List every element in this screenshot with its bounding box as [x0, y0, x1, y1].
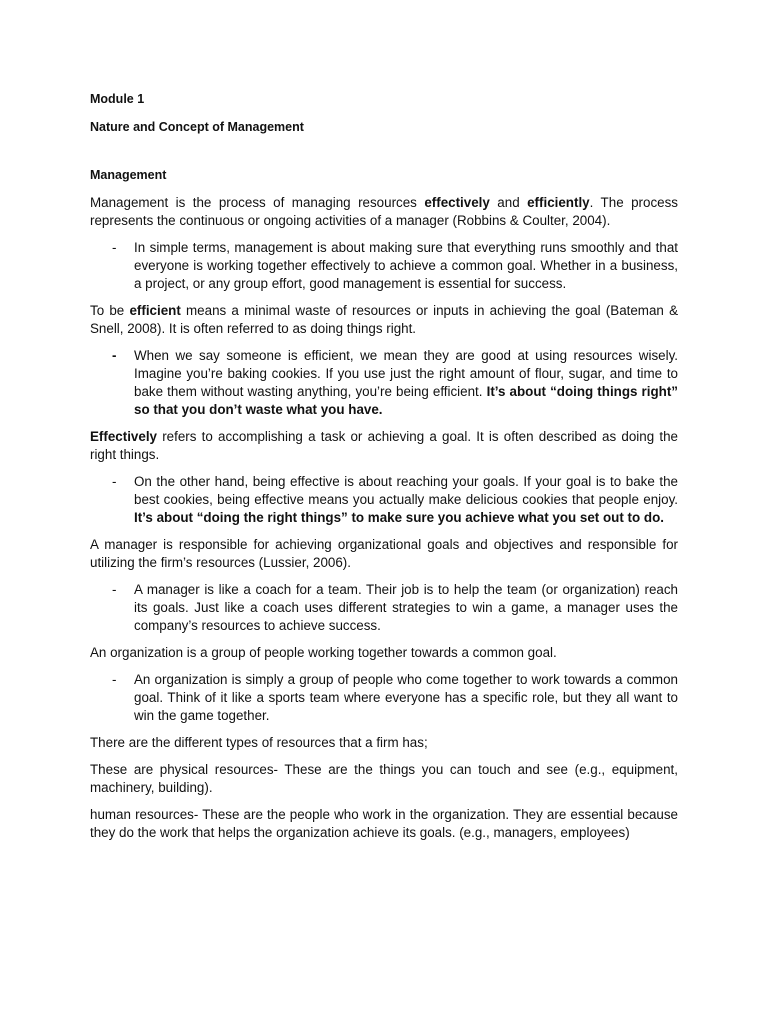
text-run: To be — [90, 303, 130, 318]
bullet-text — [134, 473, 678, 527]
bold-term-efficient: efficient — [129, 303, 181, 318]
module-subtitle: Nature and Concept of Management — [90, 120, 304, 134]
paragraph-manager: A manager is responsible for achieving organizational goals and objectives and responsible for utilizing the firm’s resources (Lussier, 2006). — [90, 537, 678, 570]
bold-term-efficiently: efficiently — [527, 195, 590, 210]
bullet-dash: - — [112, 474, 117, 489]
bold-term-effectively: Effectively — [90, 429, 157, 444]
paragraph-physical-resources: These are physical resources- These are the things you can touch and see (e.g., equipment, machinery, building). — [90, 762, 678, 795]
bullet-dash: - — [112, 240, 117, 255]
module-title: Module 1 — [90, 92, 145, 106]
text-run: means a minimal waste of resources or inputs in achieving the goal (Bateman & Snell, 2008). It is often referred to as doing things right. — [90, 303, 678, 336]
bullet-text: An organization is simply a group of people who come together to work towards a common goal. Think of it like a sports team where everyone has a specific role, but they all want to win the game together. — [134, 672, 678, 723]
paragraph-organization: An organization is a group of people working together towards a common goal. — [90, 645, 557, 660]
text-run: and — [489, 195, 528, 210]
bullet-item — [90, 239, 678, 293]
bullet-item — [90, 581, 678, 635]
bullet-dash: - — [112, 582, 117, 597]
text-run: . The process represents the continuous or ongoing activities of a manager (Robbins & Coulter, 2004). — [90, 195, 678, 228]
bullet-dash: - — [112, 348, 117, 363]
bullet-text: A manager is like a coach for a team. Their job is to help the team (or organization) reach its goals. Just like a coach uses different strategies to win a game, a manager uses the company’s resources to achieve success. — [134, 582, 678, 633]
bold-emphasis: It’s about “doing the right things” to make sure you achieve what you set out to do. — [134, 510, 664, 525]
bullet-dash: - — [112, 672, 117, 687]
paragraph-resource-types: There are the different types of resources that a firm has; — [90, 735, 428, 750]
text-run: When we say someone is efficient, we mean they are good at using resources wisely. Imagine you’re baking cookies. If you use just the right amount of flour, sugar, and time to bake them without wasting anything, you’re being efficient. — [134, 348, 678, 399]
text-run: Management is the process of managing resources — [90, 195, 425, 210]
paragraph-efficient — [90, 302, 678, 338]
section-heading: Management — [90, 168, 167, 182]
text-run: On the other hand, being effective is about reaching your goals. If your goal is to bake the best cookies, being effective means you actually make delicious cookies that people enjoy. — [134, 474, 678, 507]
bullet-text: In simple terms, management is about making sure that everything runs smoothly and that everyone is working together effectively to achieve a common goal. Whether in a business, a project, or any group effort, good management is essential for success. — [134, 240, 678, 291]
bullet-item — [90, 473, 678, 527]
bullet-text — [134, 347, 678, 419]
paragraph-effectively — [90, 428, 678, 464]
paragraph-management-definition — [90, 194, 678, 230]
bullet-item — [90, 671, 678, 725]
paragraph-human-resources: human resources- These are the people who work in the organization. They are essential because they do the work that helps the organization achieve its goals. (e.g., managers, employees) — [90, 807, 678, 840]
bold-term-effectively: effectively — [424, 195, 490, 210]
bold-emphasis: It’s about “doing things right” so that you don’t waste what you have. — [134, 384, 679, 417]
text-run: refers to accomplishing a task or achieving a goal. It is often described as doing the right things. — [90, 429, 678, 462]
bullet-item — [90, 347, 678, 419]
